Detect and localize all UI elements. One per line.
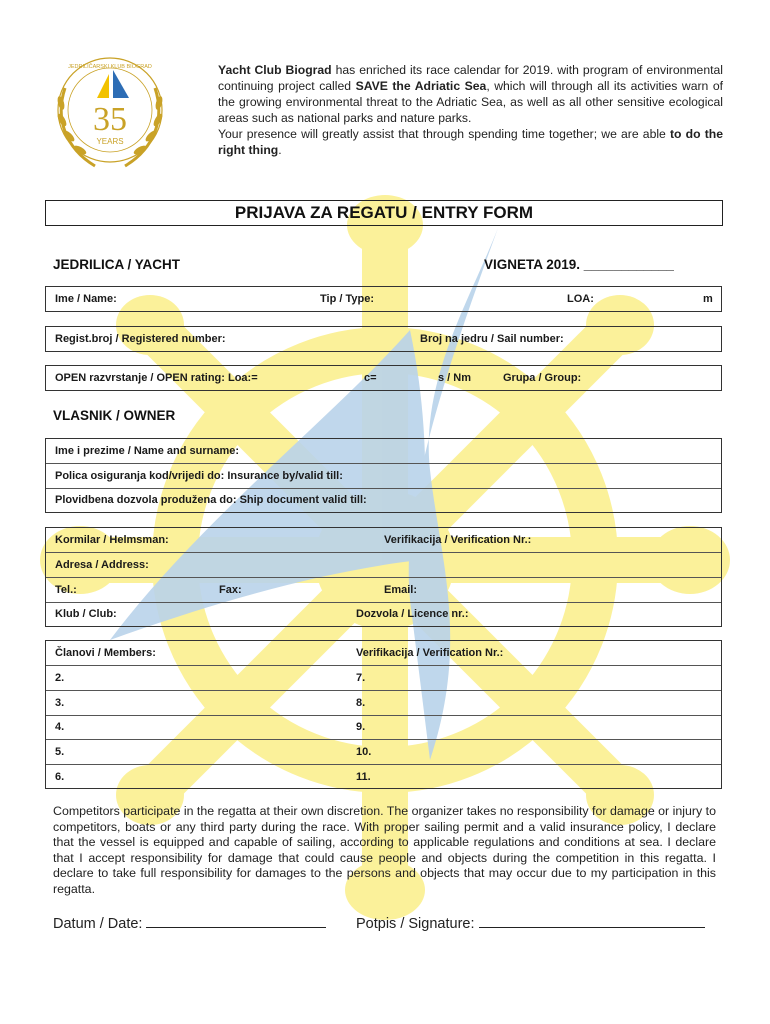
signature-label: Potpis / Signature: bbox=[356, 916, 475, 932]
member-slot[interactable]: 4. bbox=[55, 721, 65, 733]
date-label: Datum / Date: bbox=[53, 916, 143, 932]
address-label[interactable]: Adresa / Address: bbox=[55, 559, 149, 571]
intro-emphasis: to do the right thing bbox=[218, 127, 723, 157]
project-name: SAVE the Adriatic Sea bbox=[355, 79, 487, 93]
disclaimer-text: Competitors participate in the regatta at their own discretion. The organizer takes no responsibility for damage or injury to competitors, boats or any third party during the race. With proper sailing permit and a valid insurance policy, I declare that the vessel is equipped and capable of sailing, according to applicable regulations and conditions at sea. I declare that I accept responsibility for damage that could cause people and objects during the competition in this regatta. I declare to take full responsibility for damages to the persons and objects that may occur due to my participation in this regatta. bbox=[53, 804, 717, 896]
members-table bbox=[45, 640, 722, 789]
helmsman-label[interactable]: Kormilar / Helmsman: bbox=[55, 534, 169, 546]
email-label[interactable]: Email: bbox=[384, 584, 418, 596]
member-slot[interactable]: 2. bbox=[55, 672, 65, 684]
logo-number: 35 bbox=[93, 101, 127, 138]
logo-years: YEARS bbox=[96, 137, 124, 146]
helmsman-verification-label[interactable]: Verifikacija / Verification Nr.: bbox=[384, 534, 532, 546]
member-slot[interactable]: 10. bbox=[356, 746, 372, 758]
club-logo bbox=[45, 48, 175, 178]
snm-label[interactable]: s / Nm bbox=[438, 372, 472, 384]
registration-row bbox=[45, 326, 722, 352]
helmsman-table bbox=[45, 527, 722, 627]
loa-label[interactable]: LOA: bbox=[567, 293, 594, 305]
regist-label[interactable]: Regist.broj / Registered number: bbox=[55, 333, 226, 345]
yacht-name-row bbox=[45, 286, 722, 312]
insurance-label[interactable]: Polica osiguranja kod/vrijedi do: Insurance by/valid till: bbox=[55, 470, 343, 482]
yacht-name-label[interactable]: Ime / Name: bbox=[55, 293, 117, 305]
licence-label[interactable]: Dozvola / Licence nr.: bbox=[356, 608, 469, 620]
date-line[interactable] bbox=[146, 912, 326, 928]
sail-number-label[interactable]: Broj na jedru / Sail number: bbox=[420, 333, 564, 345]
intro-text-3: Your presence will greatly assist that through spending time together; we are able bbox=[218, 127, 670, 141]
member-slot[interactable]: 5. bbox=[55, 746, 65, 758]
owner-table bbox=[45, 438, 722, 513]
rating-label[interactable]: OPEN razvrstanje / OPEN rating: Loa:= bbox=[55, 372, 258, 384]
date-field[interactable] bbox=[53, 912, 326, 932]
member-slot[interactable]: 11. bbox=[356, 771, 371, 783]
intro-text-1: has enriched its race calendar for 2019. with program of environmental continuing project called bbox=[218, 63, 723, 93]
tel-label[interactable]: Tel.: bbox=[55, 584, 77, 596]
club-label[interactable]: Klub / Club: bbox=[55, 608, 117, 620]
intro-text-2: , which will through all its activities warn of the growing environmental threat to the Adriatic Sea, as well as all other sensitive ecological areas such as national parks and nature parks. bbox=[218, 79, 723, 125]
group-label[interactable]: Grupa / Group: bbox=[503, 372, 582, 384]
ship-document-label[interactable]: Plovidbena dozvola produžena do: Ship document valid till: bbox=[55, 494, 367, 506]
yacht-heading: JEDRILICA / YACHT bbox=[53, 257, 181, 272]
yacht-type-label[interactable]: Tip / Type: bbox=[320, 293, 374, 305]
member-slot[interactable]: 6. bbox=[55, 771, 65, 783]
vigneta-field[interactable]: VIGNETA 2019. ____________ bbox=[484, 257, 674, 272]
club-name: Yacht Club Biograd bbox=[218, 63, 332, 77]
member-slot[interactable]: 8. bbox=[356, 697, 366, 709]
members-label: Članovi / Members: bbox=[55, 647, 156, 659]
form-title: PRIJAVA ZA REGATU / ENTRY FORM bbox=[45, 200, 723, 226]
intro-text-end: . bbox=[278, 143, 282, 157]
owner-heading: VLASNIK / OWNER bbox=[53, 408, 176, 423]
logo-text: JEDRILIČARSKI KLUB BIOGRAD bbox=[68, 64, 152, 70]
intro-paragraph bbox=[218, 62, 723, 158]
signature-line[interactable] bbox=[479, 912, 705, 928]
member-slot[interactable]: 3. bbox=[55, 697, 65, 709]
rating-row bbox=[45, 365, 722, 391]
member-slot[interactable]: 7. bbox=[356, 672, 366, 684]
member-slot[interactable]: 9. bbox=[356, 721, 366, 733]
members-verification-label: Verifikacija / Verification Nr.: bbox=[356, 647, 504, 659]
c-label[interactable]: c= bbox=[364, 372, 377, 384]
loa-unit: m bbox=[703, 293, 713, 305]
owner-name-label[interactable]: Ime i prezime / Name and surname: bbox=[55, 445, 240, 457]
signature-field[interactable] bbox=[356, 912, 705, 932]
fax-label[interactable]: Fax: bbox=[219, 584, 242, 596]
